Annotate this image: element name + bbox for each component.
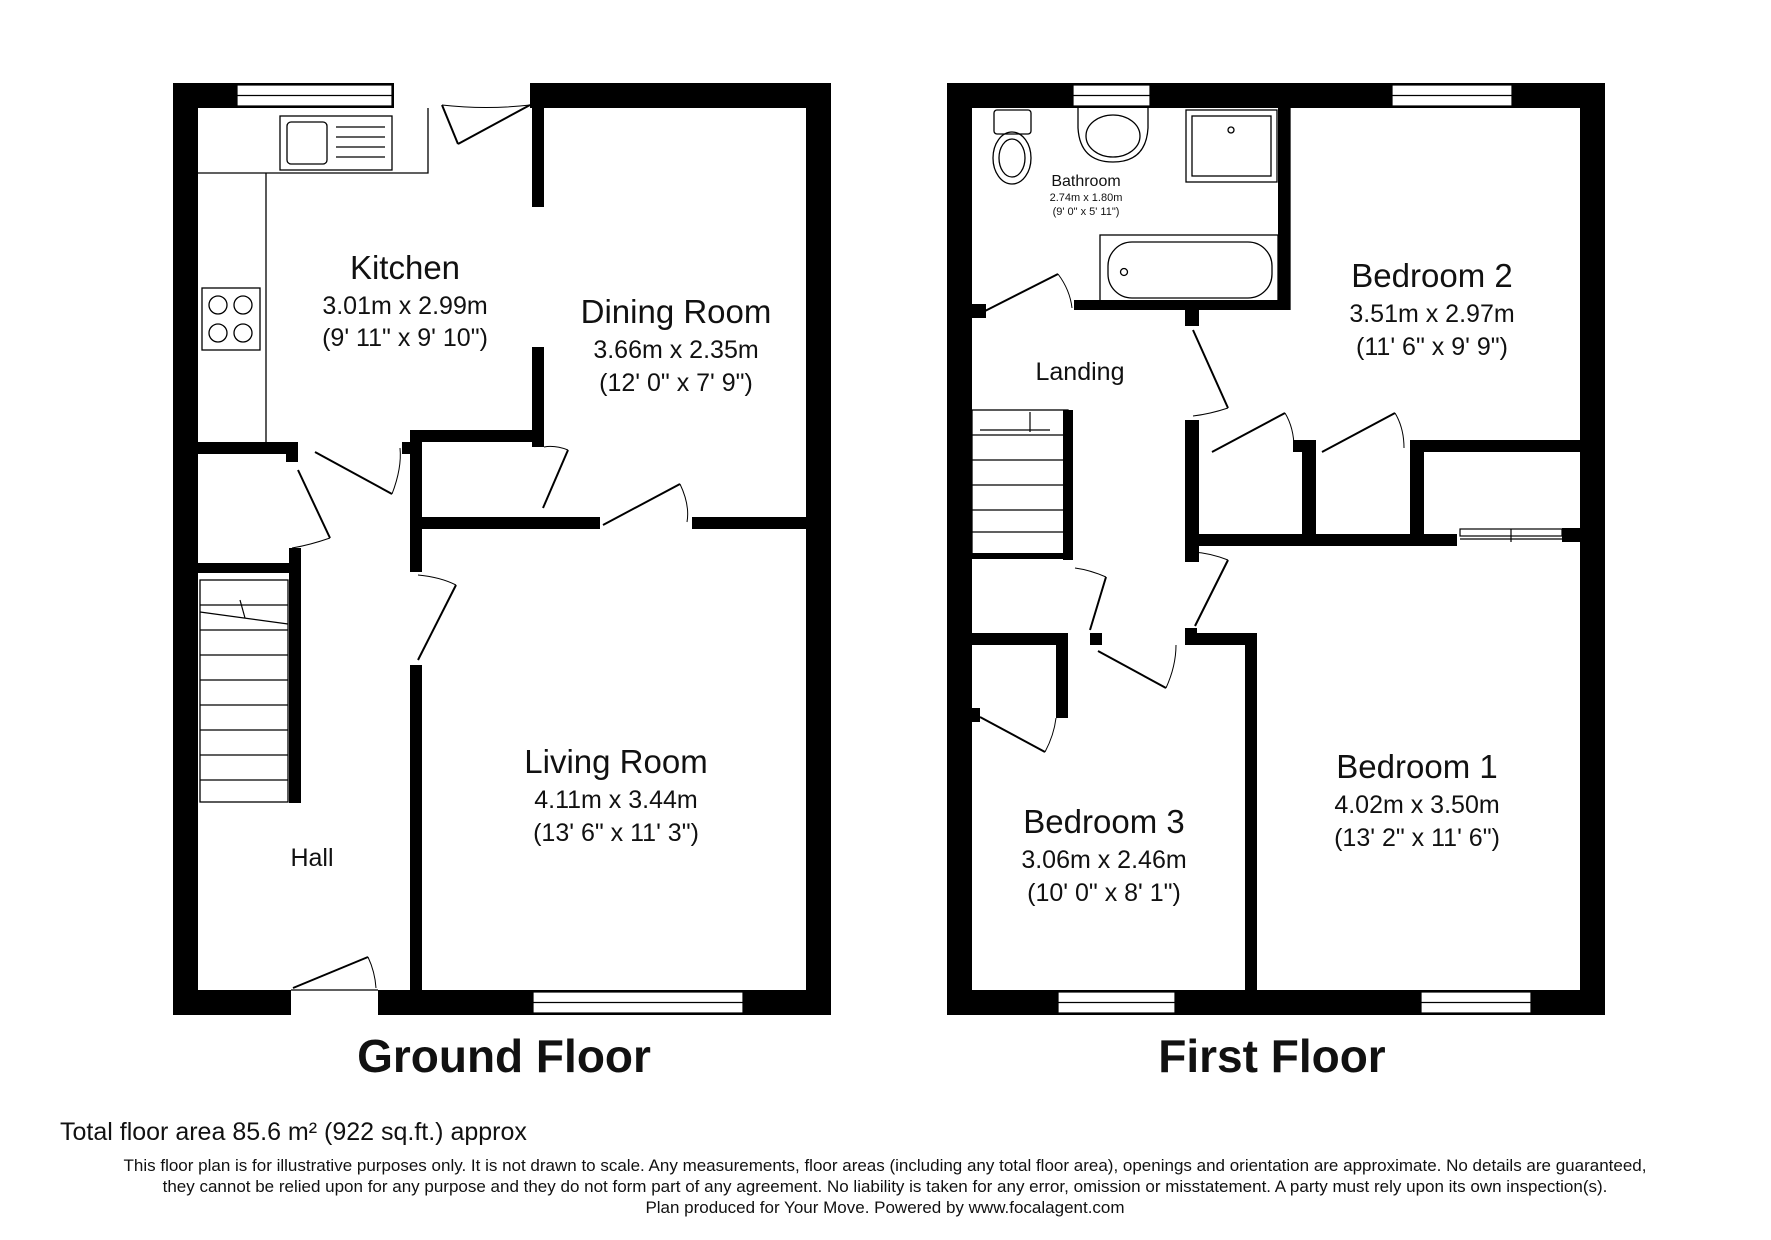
first-floor-plan xyxy=(947,83,1605,1082)
dining-living-door xyxy=(603,484,688,525)
total-floor-area: Total floor area 85.6 m² (922 sq.ft.) approx xyxy=(60,1118,527,1146)
bathroom-metric: 2.74m x 1.80m xyxy=(1049,192,1123,204)
bedroom-3-cupboard-door xyxy=(980,717,1056,752)
bedroom-3-imperial: (10' 0" x 8' 1") xyxy=(1027,879,1181,907)
bedroom-1-window xyxy=(1421,992,1531,1013)
disclaimer xyxy=(40,1155,1730,1218)
bedroom-1-name: Bedroom 1 xyxy=(1336,748,1498,785)
landing-name: Landing xyxy=(1035,358,1125,386)
disclaimer-line-1: This floor plan is for illustrative purposes only. It is not drawn to scale. Any measurements, floor areas (including any total floor area), openings and orientation are approximate. No details are guaranteed, xyxy=(123,1156,1647,1175)
ground-floor-plan xyxy=(173,83,831,1082)
dining-room-name: Dining Room xyxy=(580,293,772,330)
sliding-wardrobe-door xyxy=(1460,529,1562,542)
ground-floor-doors xyxy=(291,105,688,990)
kitchen-metric: 3.01m x 2.99m xyxy=(322,292,488,320)
back-door xyxy=(442,105,530,144)
bedroom-1-door xyxy=(1193,552,1228,626)
front-door xyxy=(291,957,378,990)
shower-icon xyxy=(1186,110,1277,182)
bedroom-2-imperial: (11' 6" x 9' 9") xyxy=(1356,333,1508,361)
bathroom-label xyxy=(1050,173,1123,218)
hall-stairs xyxy=(200,580,288,802)
kitchen-label xyxy=(322,249,488,352)
basin-icon xyxy=(1078,108,1148,162)
sink-icon xyxy=(280,116,392,170)
credit-line: Plan produced for Your Move. Powered by www.focalagent.com xyxy=(645,1198,1125,1217)
bedroom-3-door xyxy=(1098,645,1176,688)
bedroom-3-label xyxy=(1021,803,1186,907)
cupboard-door-2 xyxy=(1322,413,1404,452)
first-floor-fixtures xyxy=(972,108,1290,560)
disclaimer-line-2: they cannot be relied upon for any purpose and they do not form part of any agreement. No liability is taken for any error, omission or misstatement. A party must rely upon its own inspection(s). xyxy=(162,1177,1608,1196)
landing-cupboard-door xyxy=(1075,568,1106,630)
bedroom-2-window xyxy=(1392,85,1512,106)
dining-room-label xyxy=(581,293,772,397)
toilet-icon xyxy=(993,110,1031,184)
living-room-window xyxy=(533,992,743,1013)
landing-stairs xyxy=(972,410,1073,560)
ground-floor-title: Ground Floor xyxy=(357,1030,651,1082)
bedroom-3-name: Bedroom 3 xyxy=(1023,803,1185,840)
bathroom-window xyxy=(1073,85,1150,106)
bedroom-1-imperial: (13' 2" x 11' 6") xyxy=(1334,824,1500,852)
hob-icon xyxy=(202,288,260,350)
living-room-door xyxy=(418,575,456,660)
bathroom-name: Bathroom xyxy=(1051,173,1121,190)
hall-cupboard-door xyxy=(292,470,330,548)
kitchen-imperial: (9' 11" x 9' 10") xyxy=(322,324,488,352)
first-floor-title: First Floor xyxy=(1158,1030,1386,1082)
living-room-label xyxy=(524,743,707,847)
dining-room-imperial: (12' 0" x 7' 9") xyxy=(599,369,753,397)
hall-name: Hall xyxy=(290,844,334,872)
kitchen-door xyxy=(315,448,400,494)
bedroom-3-window xyxy=(1058,992,1175,1013)
bedroom-2-label xyxy=(1349,257,1514,361)
living-room-name: Living Room xyxy=(524,743,708,780)
kitchen-name: Kitchen xyxy=(349,249,461,286)
ground-floor-windows xyxy=(237,85,743,1013)
bedroom-2-name: Bedroom 2 xyxy=(1351,257,1513,294)
living-room-metric: 4.11m x 3.44m xyxy=(534,786,698,814)
bedroom-2-metric: 3.51m x 2.97m xyxy=(1349,300,1515,328)
living-room-imperial: (13' 6" x 11' 3") xyxy=(533,819,699,847)
kitchen-window xyxy=(237,85,392,106)
bath-icon xyxy=(1100,235,1278,304)
dining-cupboard-door xyxy=(543,446,568,508)
first-floor-outer-walls xyxy=(947,83,1605,1015)
bedroom-1-label xyxy=(1334,748,1500,852)
ground-floor-fixtures xyxy=(198,108,428,802)
ground-floor-outer-walls xyxy=(173,83,831,1015)
dining-room-metric: 3.66m x 2.35m xyxy=(593,336,759,364)
bedroom-2-door xyxy=(1193,330,1228,416)
cupboard-door-1 xyxy=(1212,413,1294,452)
bathroom-imperial: (9' 0" x 5' 11") xyxy=(1052,206,1120,218)
bathroom-door xyxy=(985,274,1072,311)
bedroom-1-metric: 4.02m x 3.50m xyxy=(1334,791,1500,819)
bedroom-3-metric: 3.06m x 2.46m xyxy=(1021,846,1187,874)
